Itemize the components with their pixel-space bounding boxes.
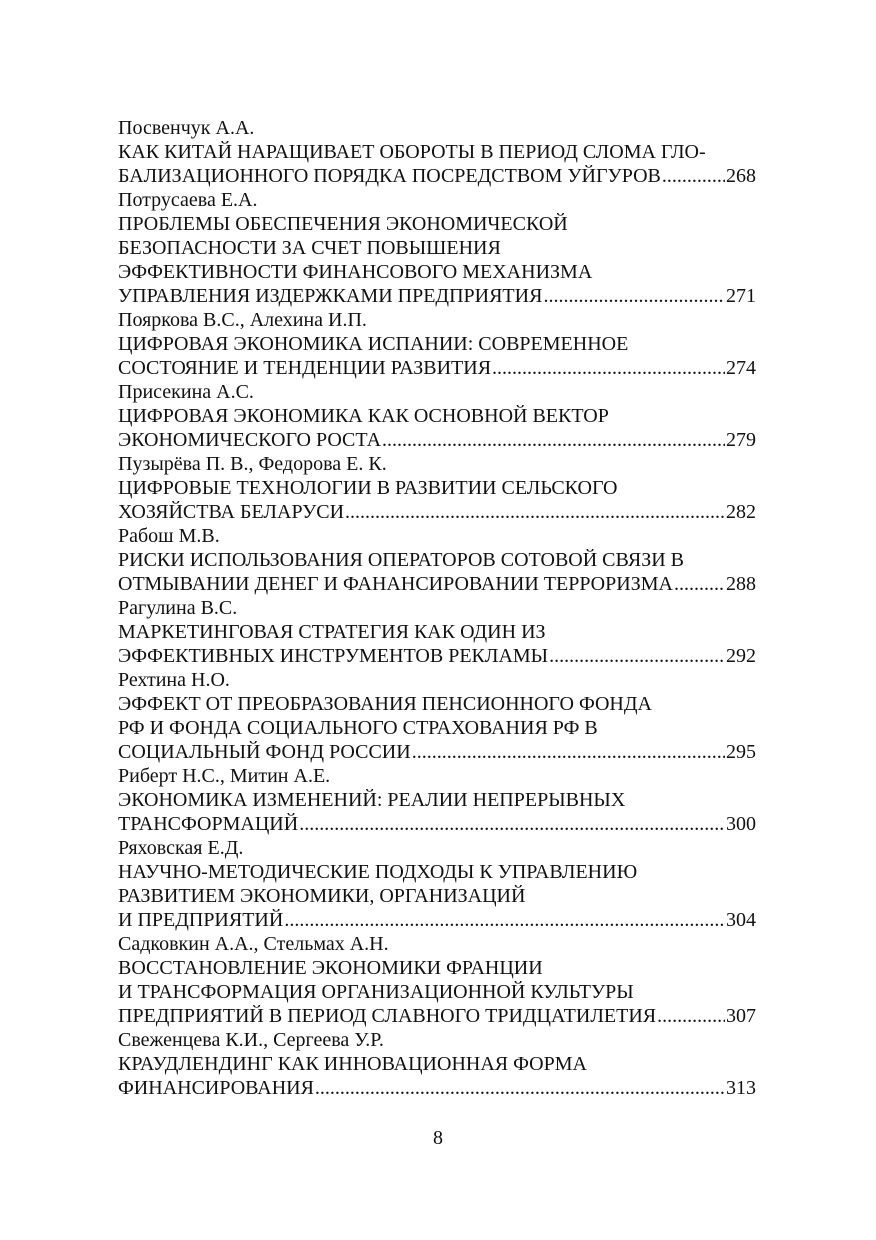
- entry-title-line: КРАУДЛЕНДИНГ КАК ИННОВАЦИОННАЯ ФОРМА: [118, 1053, 587, 1075]
- toc-entry: [118, 524, 756, 596]
- entry-title-line: МАРКЕТИНГОВАЯ СТРАТЕГИЯ КАК ОДИН ИЗ: [118, 621, 546, 643]
- entry-leader-line: [118, 812, 756, 836]
- dot-leader: [662, 164, 725, 188]
- toc-entry: [118, 668, 756, 764]
- entry-title-line: КАК КИТАЙ НАРАЩИВАЕТ ОБОРОТЫ В ПЕРИОД СЛОМА ГЛО-: [118, 141, 706, 163]
- entry-page-number: 292: [726, 645, 756, 667]
- entry-title-last-line: ОТМЫВАНИИ ДЕНЕГ И ФАНАНСИРОВАНИИ ТЕРРОРИЗМА: [118, 573, 673, 595]
- entry-title-line: ЭФФЕКТИВНОСТИ ФИНАНСОВОГО МЕХАНИЗМА: [118, 261, 593, 283]
- entry-title-last-line: ПРЕДПРИЯТИЙ В ПЕРИОД СЛАВНОГО ТРИДЦАТИЛЕТИЯ: [118, 1005, 657, 1027]
- entry-title-line: ЦИФРОВАЯ ЭКОНОМИКА КАК ОСНОВНОЙ ВЕКТОР: [118, 405, 609, 427]
- entry-author: Рехтина Н.О.: [118, 669, 230, 691]
- entry-title-last-line: ЭКОНОМИЧЕСКОГО РОСТА: [118, 429, 382, 451]
- entry-title-last-line: ТРАНСФОРМАЦИЙ: [118, 813, 299, 835]
- entry-page-number: 307: [726, 1005, 756, 1027]
- toc-entry: [118, 308, 756, 380]
- dot-leader: [549, 644, 725, 668]
- table-of-contents: [118, 116, 756, 1100]
- entry-page-number: 274: [726, 357, 756, 379]
- toc-entry: [118, 452, 756, 524]
- entry-title-line: ЭФФЕКТ ОТ ПРЕОБРАЗОВАНИЯ ПЕНСИОННОГО ФОНДА: [118, 693, 652, 715]
- dot-leader: [674, 572, 725, 596]
- entry-author: Рагулина В.С.: [118, 597, 238, 619]
- entry-title-line: ЭКОНОМИКА ИЗМЕНЕНИЙ: РЕАЛИИ НЕПРЕРЫВНЫХ: [118, 789, 626, 811]
- toc-entry: [118, 596, 756, 668]
- entry-leader-line: [118, 572, 756, 596]
- entry-leader-line: [118, 1076, 756, 1100]
- entry-title-line: ПРОБЛЕМЫ ОБЕСПЕЧЕНИЯ ЭКОНОМИЧЕСКОЙ: [118, 213, 568, 235]
- entry-title-last-line: ХОЗЯЙСТВА БЕЛАРУСИ: [118, 501, 345, 523]
- dot-leader: [412, 740, 725, 764]
- entry-title-line: РФ И ФОНДА СОЦИАЛЬНОГО СТРАХОВАНИЯ РФ В: [118, 717, 598, 739]
- page-number: 8: [433, 1127, 443, 1149]
- entry-page-number: 288: [726, 573, 756, 595]
- dot-leader: [299, 812, 725, 836]
- toc-entry: [118, 188, 756, 308]
- entry-title-line: БЕЗОПАСНОСТИ ЗА СЧЕТ ПОВЫШЕНИЯ: [118, 237, 501, 259]
- entry-author: Ряховская Е.Д.: [118, 837, 244, 859]
- entry-page-number: 268: [726, 165, 756, 187]
- entry-title-last-line: ЭФФЕКТИВНЫХ ИНСТРУМЕНТОВ РЕКЛАМЫ: [118, 645, 549, 667]
- entry-leader-line: [118, 908, 756, 932]
- entry-title-last-line: ФИНАНСИРОВАНИЯ: [118, 1077, 314, 1099]
- entry-page-number: 271: [726, 285, 756, 307]
- dot-leader: [345, 500, 725, 524]
- entry-leader-line: [118, 284, 756, 308]
- entry-leader-line: [118, 740, 756, 764]
- entry-title-line: РИСКИ ИСПОЛЬЗОВАНИЯ ОПЕРАТОРОВ СОТОВОЙ СВЯЗИ В: [118, 549, 684, 571]
- dot-leader: [492, 356, 725, 380]
- toc-entry: [118, 764, 756, 836]
- entry-author: Пузырёва П. В., Федорова Е. К.: [118, 453, 387, 475]
- entry-author: Риберт Н.С., Митин А.Е.: [118, 765, 331, 787]
- entry-page-number: 282: [726, 501, 756, 523]
- toc-entry: [118, 116, 756, 188]
- entry-author: Свеженцева К.И., Сергеева У.Р.: [118, 1029, 384, 1051]
- dot-leader: [543, 284, 725, 308]
- entry-leader-line: [118, 644, 756, 668]
- entry-leader-line: [118, 1004, 756, 1028]
- toc-entry: [118, 380, 756, 452]
- toc-entry: [118, 932, 756, 1028]
- dot-leader: [657, 1004, 725, 1028]
- entry-title-last-line: УПРАВЛЕНИЯ ИЗДЕРЖКАМИ ПРЕДПРИЯТИЯ: [118, 285, 543, 307]
- entry-page-number: 304: [726, 909, 756, 931]
- entry-page-number: 295: [726, 741, 756, 763]
- entry-page-number: 279: [726, 429, 756, 451]
- entry-author: Рабош М.В.: [118, 525, 220, 547]
- entry-page-number: 313: [726, 1077, 756, 1099]
- entry-leader-line: [118, 356, 756, 380]
- toc-entry: [118, 1028, 756, 1100]
- entry-title-last-line: И ПРЕДПРИЯТИЙ: [118, 909, 284, 931]
- entry-title-last-line: СОЦИАЛЬНЫЙ ФОНД РОССИИ: [118, 741, 411, 763]
- entry-title-line: НАУЧНО-МЕТОДИЧЕСКИЕ ПОДХОДЫ К УПРАВЛЕНИЮ: [118, 861, 638, 883]
- entry-title-last-line: БАЛИЗАЦИОННОГО ПОРЯДКА ПОСРЕДСТВОМ УЙГУРОВ: [118, 165, 661, 187]
- entry-title-last-line: СОСТОЯНИЕ И ТЕНДЕНЦИИ РАЗВИТИЯ: [118, 357, 492, 379]
- entry-title-line: ЦИФРОВАЯ ЭКОНОМИКА ИСПАНИИ: СОВРЕМЕННОЕ: [118, 333, 629, 355]
- toc-entry: [118, 836, 756, 932]
- entry-author: Пояркова В.С., Алехина И.П.: [118, 309, 367, 331]
- entry-title-line: ВОССТАНОВЛЕНИЕ ЭКОНОМИКИ ФРАНЦИИ: [118, 957, 543, 979]
- entry-leader-line: [118, 500, 756, 524]
- dot-leader: [284, 908, 725, 932]
- entry-title-line: И ТРАНСФОРМАЦИЯ ОРГАНИЗАЦИОННОЙ КУЛЬТУРЫ: [118, 981, 634, 1003]
- dot-leader: [382, 428, 725, 452]
- entry-author: Посвенчук А.А.: [118, 117, 255, 139]
- entry-leader-line: [118, 428, 756, 452]
- entry-title-line: ЦИФРОВЫЕ ТЕХНОЛОГИИ В РАЗВИТИИ СЕЛЬСКОГО: [118, 477, 618, 499]
- entry-author: Потрусаева Е.А.: [118, 189, 258, 211]
- entry-page-number: 300: [726, 813, 756, 835]
- entry-leader-line: [118, 164, 756, 188]
- entry-author: Присекина А.С.: [118, 381, 254, 403]
- entry-title-line: РАЗВИТИЕМ ЭКОНОМИКИ, ОРГАНИЗАЦИЙ: [118, 885, 526, 907]
- dot-leader: [315, 1076, 725, 1100]
- entry-author: Садковкин А.А., Стельмах А.Н.: [118, 933, 389, 955]
